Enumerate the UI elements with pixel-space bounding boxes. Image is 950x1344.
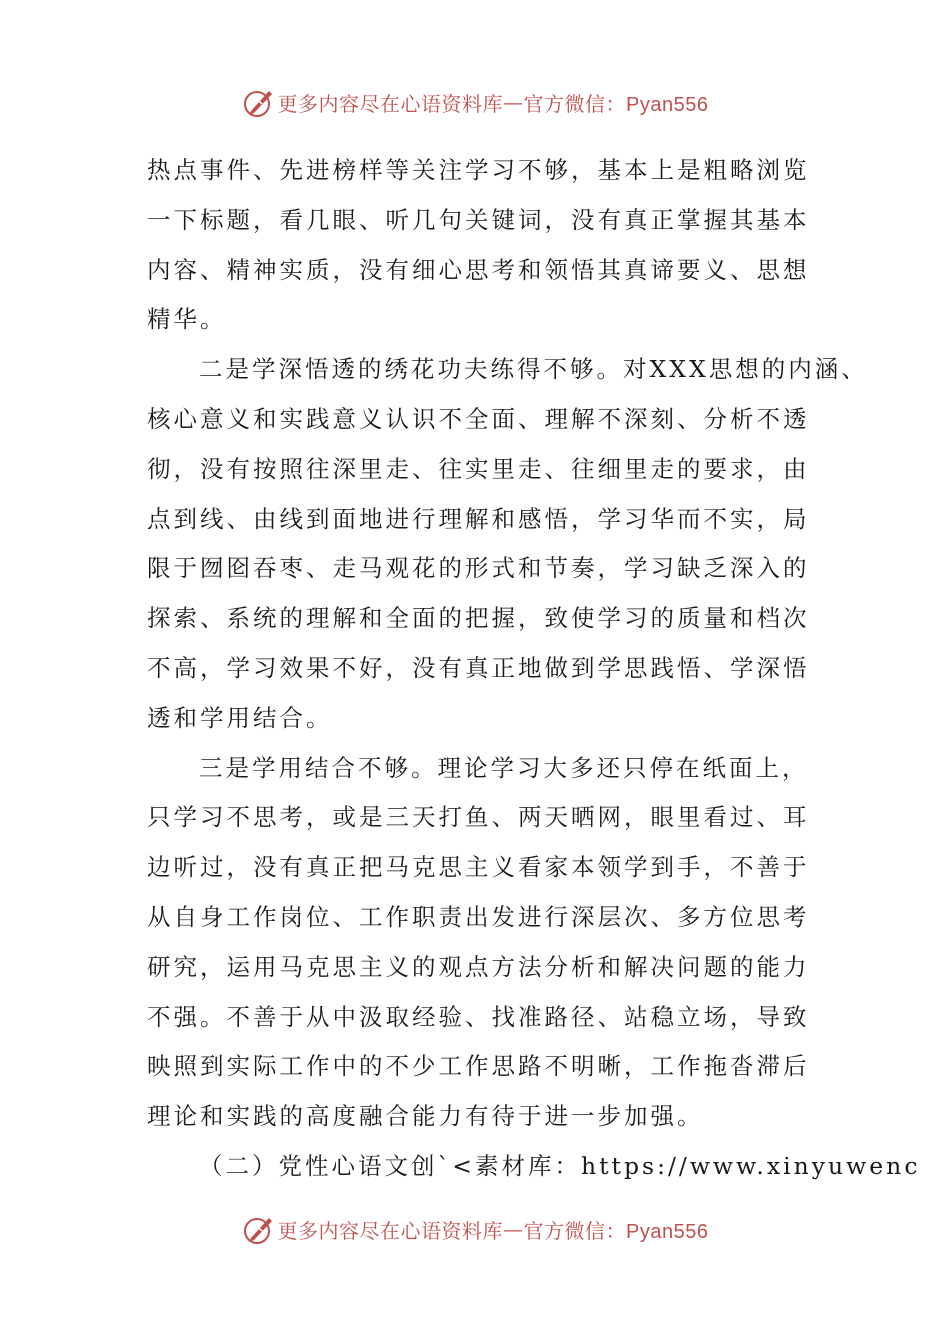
body-line: 映照到实际工作中的不少工作思路不明晰，工作拖沓滞后 bbox=[147, 1052, 810, 1081]
header-brand-text: 更多内容尽在心语资料库 bbox=[277, 91, 504, 116]
body-line: 限于囫囵吞枣、走马观花的形式和节奏，学习缺乏深入的 bbox=[147, 554, 810, 583]
body-line: 边听过，没有真正把马克思主义看家本领学到手，不善于 bbox=[147, 853, 810, 882]
body-line: 不高，学习效果不好，没有真正地做到学思践悟、学深悟 bbox=[147, 653, 810, 682]
body-line: 核心意义和实践意义认识不全面、理解不深刻、分析不透 bbox=[147, 404, 810, 433]
body-line: 探索、系统的理解和全面的把握，致使学习的质量和档次 bbox=[147, 604, 810, 633]
header-wechat-text: 官方微信：Pyan556 bbox=[523, 93, 709, 116]
paragraph-start-line: 二是学深悟透的绣花功夫练得不够。对XXX思想的内涵、 bbox=[199, 355, 868, 384]
body-line: 研究，运用马克思主义的观点方法分析和解决问题的能力 bbox=[147, 952, 810, 981]
body-line: 内容、精神实质，没有细心思考和领悟其真谛要义、思想 bbox=[147, 255, 810, 284]
paragraph-start-line: 三是学用结合不够。理论学习大多还只停在纸面上， bbox=[199, 753, 809, 782]
document-body bbox=[147, 146, 921, 1192]
footer-wechat-text: 官方微信：Pyan556 bbox=[523, 1220, 709, 1243]
footer-brand-text: 更多内容尽在心语资料库 bbox=[277, 1218, 504, 1243]
body-line: 点到线、由线到面地进行理解和感悟，学习华而不实，局 bbox=[147, 504, 810, 533]
body-line: 理论和实践的高度融合能力有待于进一步加强。 bbox=[147, 1102, 704, 1131]
body-line: 透和学用结合。 bbox=[147, 703, 333, 732]
body-line: 不强。不善于从中汲取经验、找准路径、站稳立场，导致 bbox=[147, 1002, 810, 1031]
quill-pen-logo-icon bbox=[242, 1212, 276, 1246]
section-heading-line: （二）党性心语文创`<素材库：https://www.xinyuwenc bbox=[199, 1151, 921, 1180]
body-line: 热点事件、先进榜样等关注学习不够，基本上是粗略浏览 bbox=[147, 156, 810, 184]
body-line: 彻，没有按照往深里走、往实里走、往细里走的要求，由 bbox=[147, 454, 810, 483]
body-line: 精华。 bbox=[147, 305, 227, 334]
quill-pen-logo-icon bbox=[242, 85, 276, 119]
body-line: 一下标题，看几眼、听几句关键词，没有真正掌握其基本 bbox=[147, 205, 810, 234]
body-line: 从自身工作岗位、工作职责出发进行深层次、多方位思考 bbox=[147, 902, 810, 931]
header-dash: — bbox=[503, 90, 524, 114]
body-line: 只学习不思考，或是三天打鱼、两天晒网，眼里看过、耳 bbox=[147, 803, 810, 832]
header-banner bbox=[0, 82, 950, 122]
footer-banner bbox=[0, 1209, 950, 1249]
footer-dash: — bbox=[503, 1217, 524, 1241]
